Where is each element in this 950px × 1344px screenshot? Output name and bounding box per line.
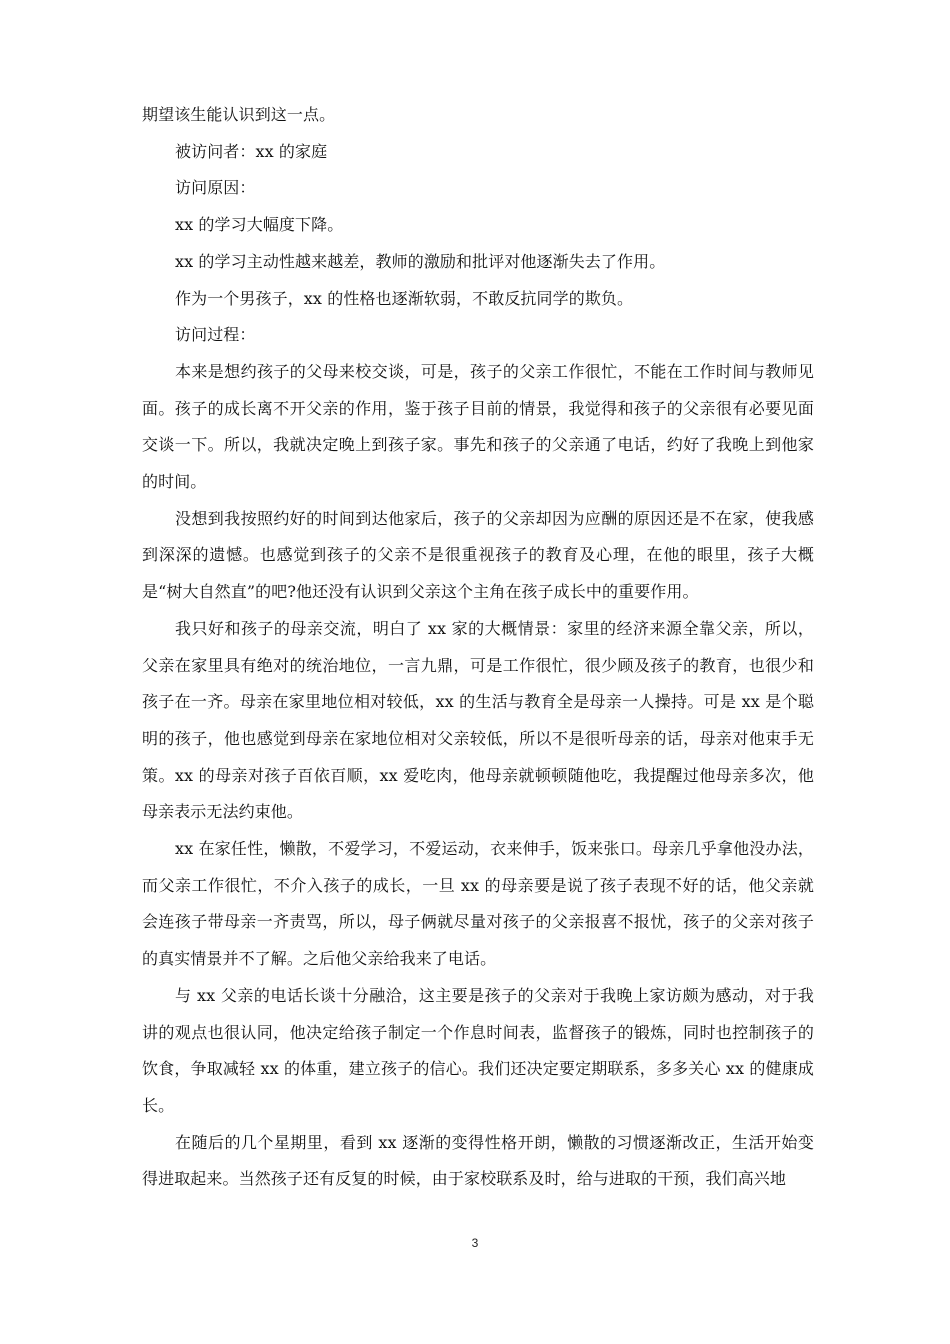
paragraph: 访问原因：: [175, 178, 256, 198]
paragraph: xx 的学习大幅度下降。: [175, 215, 344, 235]
paragraph: 在随后的几个星期里，看到 xx 逐渐的变得性格开朗，懒散的习惯逐渐改正，生活开始变得进取起来。当然孩子还有反复的时候，由于家校联系及时，给与进取的干预，我们高兴地: [142, 1132, 814, 1189]
paragraph: 与 xx 父亲的电话长谈十分融洽，这主要是孩子的父亲对于我晚上家访颇为感动，对于我讲的观点也很认同，他决定给孩子制定一个作息时间表，监督孩子的锻炼，同时也控制孩子的饮食，争取减轻 xx 的体重，建立孩子的信心。我们还决定要定期联系，多多关心 xx 的健康成长。: [142, 985, 814, 1115]
paragraph: 被访问者：xx 的家庭: [175, 141, 328, 161]
paragraph: 期望该生能认识到这一点。: [142, 105, 336, 124]
paragraph: xx 在家任性，懒散，不爱学习，不爱运动，衣来伸手，饭来张口。母亲几乎拿他没办法，而父亲工作很忙，不介入孩子的成长，一旦 xx 的母亲要是说了孩子表现不好的话，他父亲就会连孩子带母亲一齐责骂，所以，母子俩就尽量对孩子的父亲报喜不报忧，孩子的父亲对孩子的真实情景并不了解。之后他父亲给我来了电话。: [142, 839, 814, 969]
paragraph: 访问过程：: [175, 325, 256, 345]
page-number: 3: [471, 1236, 479, 1250]
document-body: [142, 97, 814, 1198]
paragraph: 本来是想约孩子的父母来校交谈，可是，孩子的父亲工作很忙，不能在工作时间与教师见面。孩子的成长离不开父亲的作用，鉴于孩子目前的情景，我觉得和孩子的父亲很有必要见面交谈一下。所以，我就决定晚上到孩子家。事先和孩子的父亲通了电话，约好了我晚上到他家的时间。: [142, 361, 814, 492]
paragraph: xx 的学习主动性越来越差，教师的激励和批评对他逐渐失去了作用。: [175, 251, 666, 271]
paragraph: 没想到我按照约好的时间到达他家后，孩子的父亲却因为应酬的原因还是不在家，使我感到深深的遗憾。也感觉到孩子的父亲不是很重视孩子的教育及心理，在他的眼里，孩子大概是“树大自然直”的吧?他还没有认识到父亲这个主角在孩子成长中的重要作用。: [142, 508, 814, 602]
paragraph: 作为一个男孩子，xx 的性格也逐渐软弱，不敢反抗同学的欺负。: [175, 288, 634, 308]
paragraph: 我只好和孩子的母亲交流，明白了 xx 家的大概情景：家里的经济来源全靠父亲，所以，父亲在家里具有绝对的统治地位，一言九鼎，可是工作很忙，很少顾及孩子的教育，也很少和孩子在一齐。母亲在家里地位相对较低，xx 的生活与教育全是母亲一人操持。可是 xx 是个聪明的孩子，他也感觉到母亲在家地位相对父亲较低，所以不是很听母亲的话，母亲对他束手无策。xx 的母亲对孩子百依百顺，xx 爱吃肉，他母亲就顿顿随他吃，我提醒过他母亲多次，他母亲表示无法约束他。: [142, 618, 814, 822]
